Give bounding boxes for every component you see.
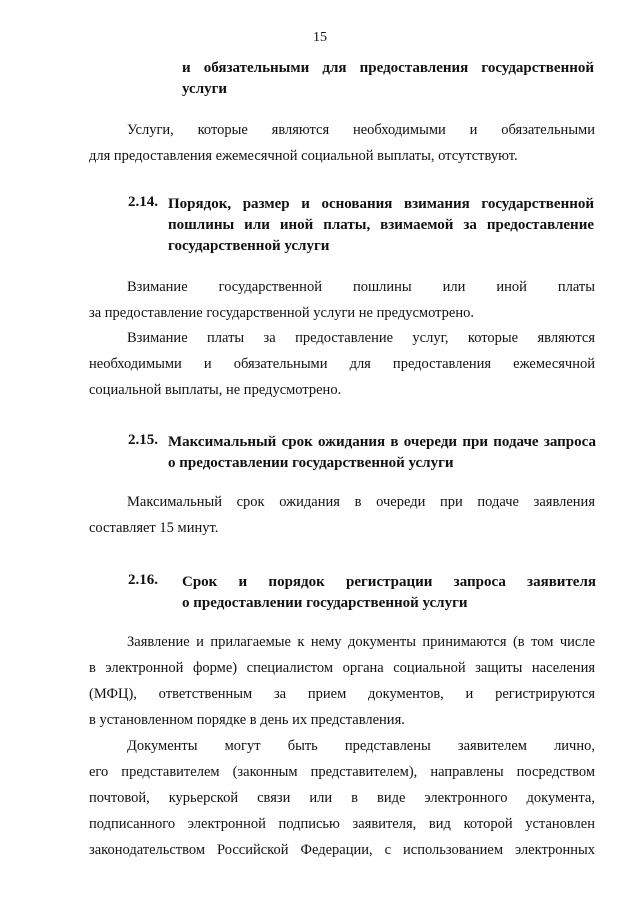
paragraph-line: Взимание государственной пошлины или иной платы (127, 279, 595, 295)
paragraph-line: Заявление и прилагаемые к нему документы принимаются (в том числе (127, 634, 595, 650)
paragraph-line: Максимальный срок ожидания в очереди при подаче заявления (127, 494, 595, 510)
section-number: 2.14. (128, 194, 158, 210)
heading-line: Максимальный срок ожидания в очереди при подаче запроса (168, 434, 596, 450)
paragraph-line: в установленном порядке в день их представления. (89, 712, 405, 728)
paragraph-line: необходимыми и обязательными для предоставления ежемесячной (89, 356, 595, 372)
paragraph-line: законодательством Российской Федерации, с использованием электронных (89, 842, 595, 858)
heading-line: государственной услуги (168, 238, 330, 254)
heading-line: Срок и порядок регистрации запроса заявителя (182, 574, 596, 590)
section-heading (168, 194, 594, 257)
paragraph (89, 629, 595, 733)
paragraph (89, 489, 595, 541)
paragraph-line: его представителем (законным представителем), направлены посредством (89, 764, 595, 780)
paragraph (89, 325, 595, 403)
page-number: 15 (313, 30, 327, 45)
paragraph (89, 274, 595, 326)
heading-line: услуги (182, 81, 228, 97)
section-number: 2.15. (128, 432, 158, 448)
paragraph (89, 733, 595, 863)
heading-line: Порядок, размер и основания взимания государственной (168, 196, 594, 212)
paragraph-line: составляет 15 минут. (89, 520, 219, 536)
paragraph-line: за предоставление государственной услуги не предусмотрено. (89, 305, 475, 321)
paragraph-line: почтовой, курьерской связи или в виде электронного документа, (89, 790, 595, 806)
section-heading (168, 432, 596, 474)
paragraph-line: в электронной форме) специалистом органа социальной защиты населения (89, 660, 595, 676)
section-number: 2.16. (128, 572, 158, 588)
heading-line: и обязательными для предоставления государственной (182, 60, 594, 76)
paragraph-line: подписанного электронной подписью заявителя, вид которой установлен (89, 816, 595, 832)
paragraph-line: социальной выплаты, не предусмотрено. (89, 382, 342, 398)
heading-line: о предоставлении государственной услуги (182, 595, 468, 611)
heading-line: о предоставлении государственной услуги (168, 455, 454, 471)
paragraph-line: Взимание платы за предоставление услуг, которые являются (127, 330, 595, 346)
paragraph-line: (МФЦ), ответственным за прием документов, и регистрируются (89, 686, 595, 702)
paragraph-line: Документы могут быть представлены заявителем лично, (127, 738, 595, 754)
heading-line: пошлины или иной платы, взимаемой за предоставление (168, 217, 594, 233)
paragraph (89, 117, 595, 169)
paragraph-line: для предоставления ежемесячной социальной выплаты, отсутствуют. (89, 148, 518, 164)
section-heading (182, 572, 596, 614)
top-heading (182, 58, 594, 100)
paragraph-line: Услуги, которые являются необходимыми и обязательными (127, 122, 595, 138)
